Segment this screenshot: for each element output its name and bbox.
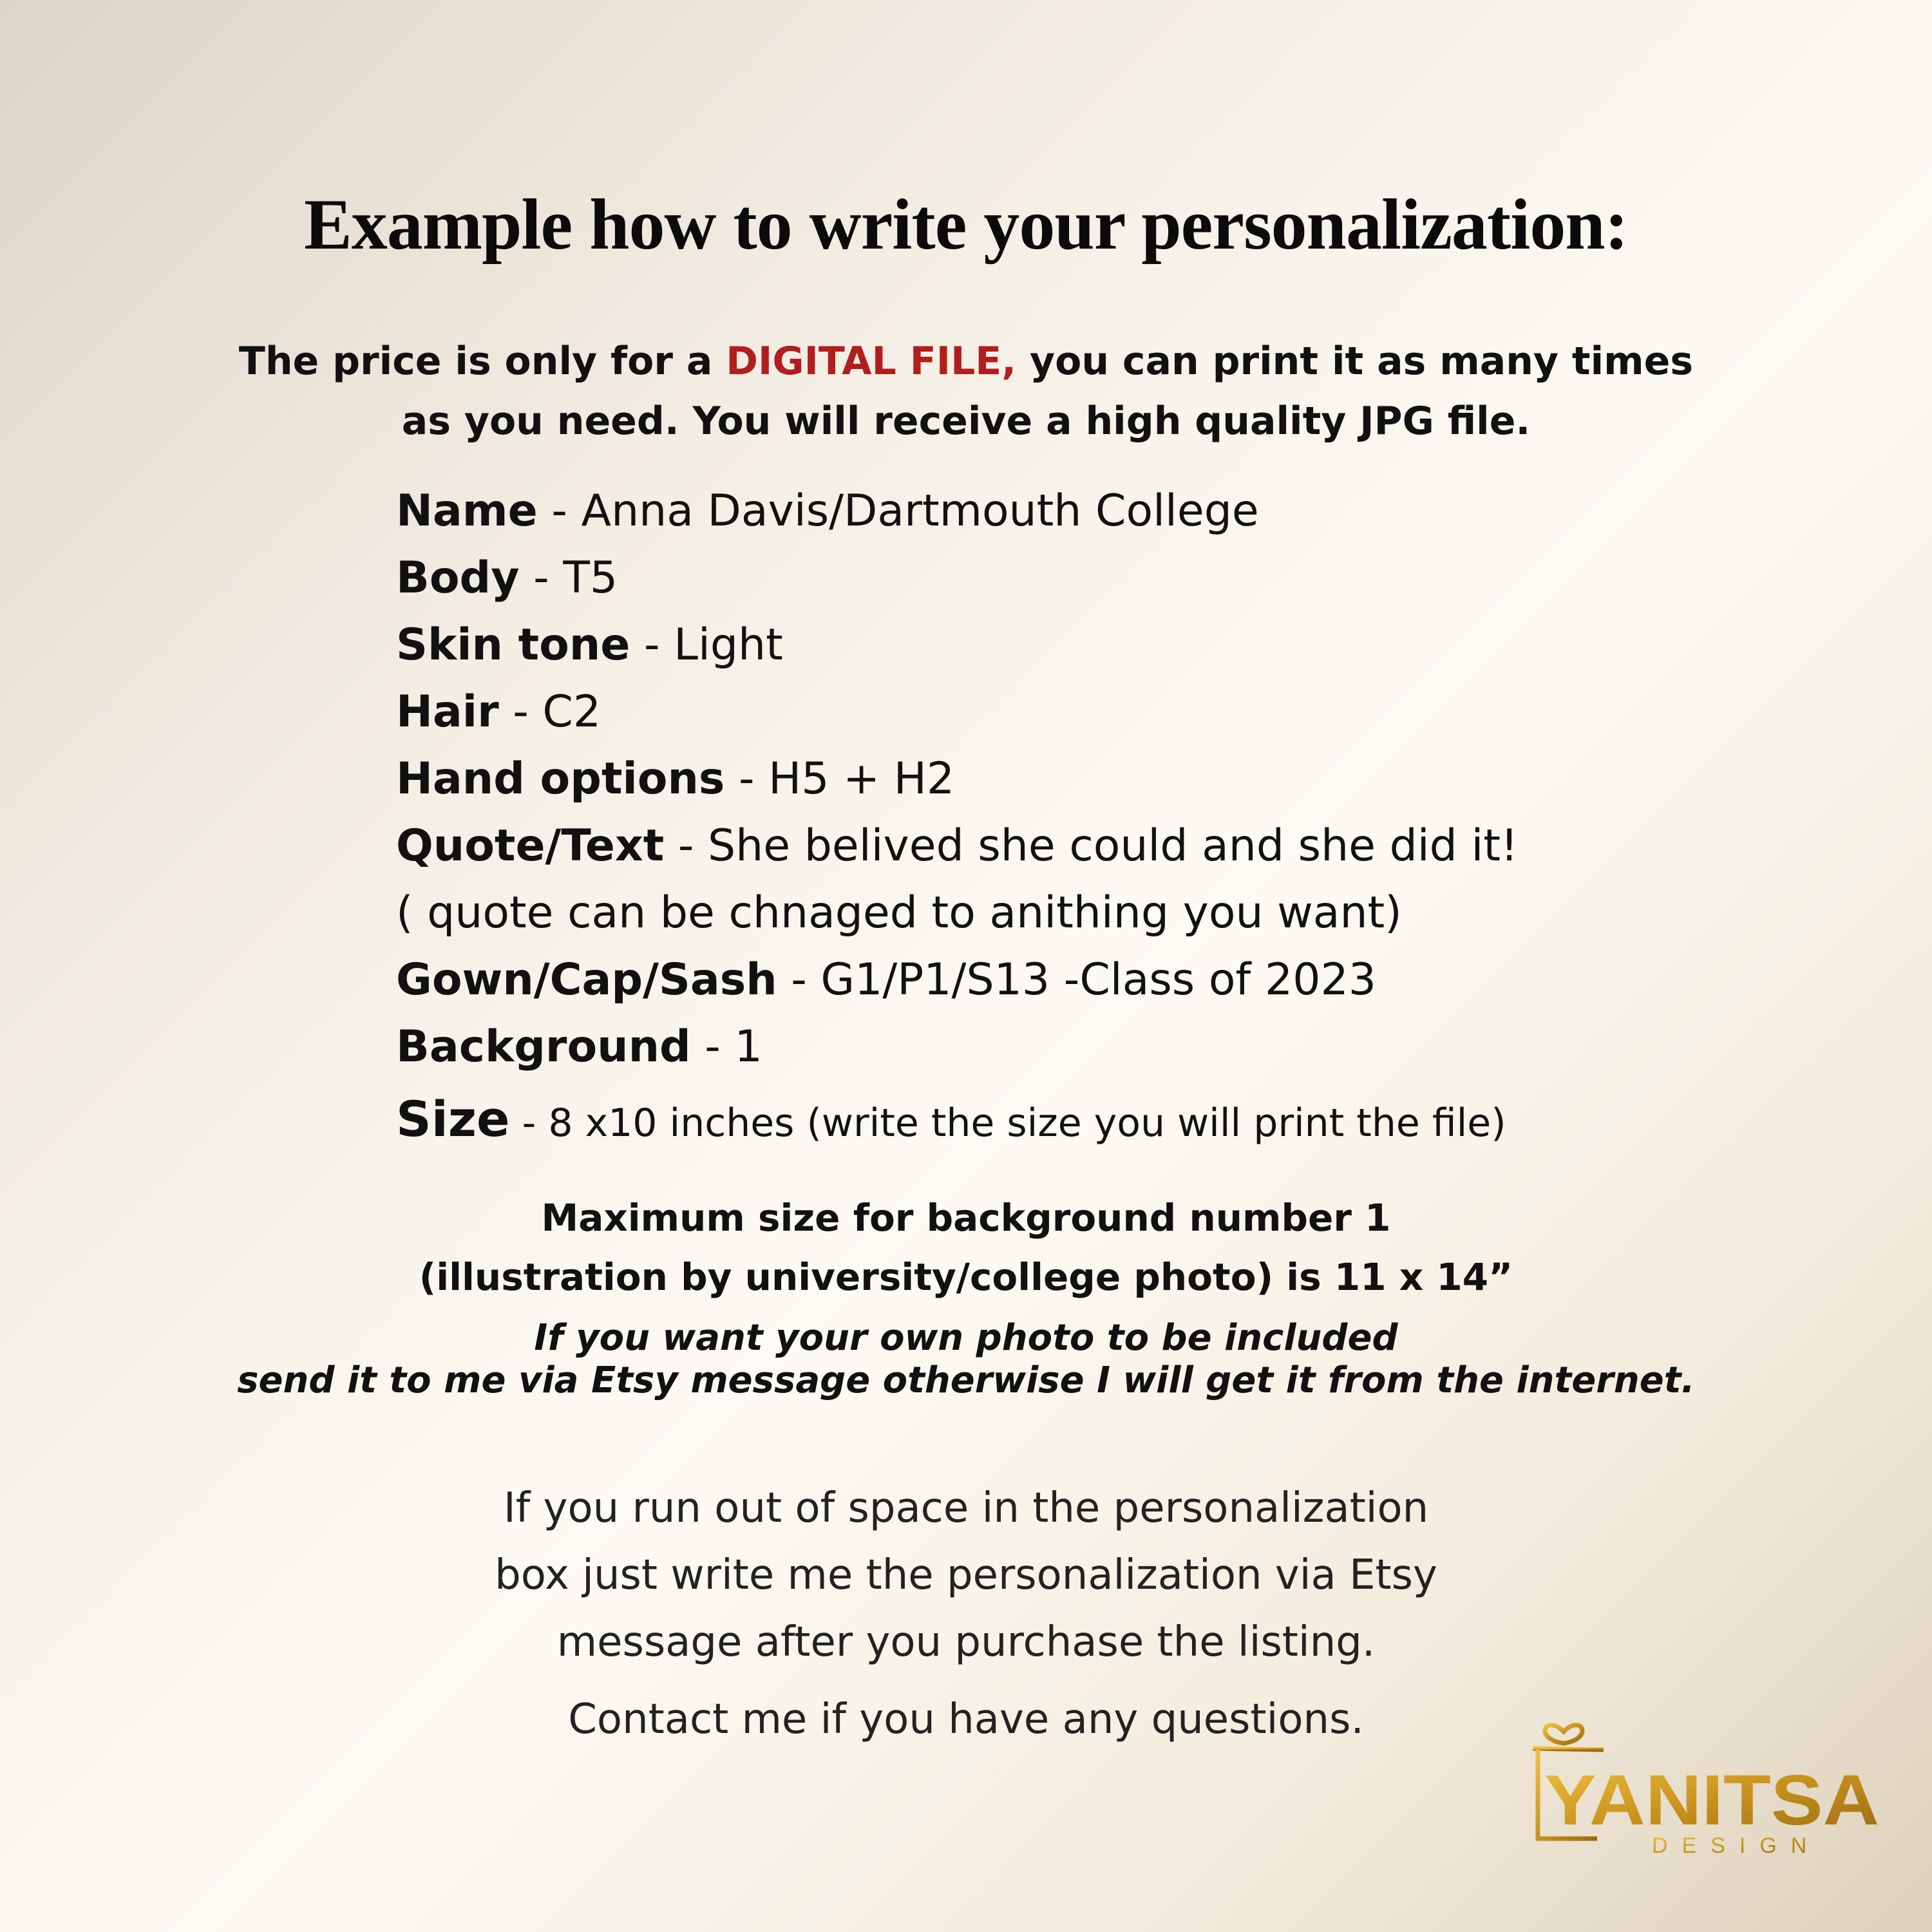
field-background — [396, 1014, 1813, 1081]
run-out-line-2: box just write me the personalization via Etsy — [495, 1551, 1437, 1599]
page-title: Example how to write your personalization: — [304, 185, 1628, 265]
own-photo-note-line-1: If you want your own photo to be included — [534, 1317, 1398, 1359]
price-note-line-1 — [0, 332, 1932, 392]
price-note-text: you can print it as many times — [1016, 339, 1694, 384]
own-photo-note — [0, 1317, 1932, 1402]
field-label: Background — [396, 1021, 691, 1072]
field-value: - G1/P1/S13 -Class of 2023 — [777, 954, 1377, 1005]
field-value: - Anna Davis/Dartmouth College — [537, 486, 1259, 536]
price-note-line-2: as you need. You will receive a high quality JPG file. — [401, 399, 1531, 444]
field-label: Hand options — [396, 753, 725, 804]
field-value: - T5 — [519, 553, 618, 603]
field-label: Size — [396, 1090, 510, 1148]
field-label: Skin tone — [396, 620, 630, 670]
field-label: Name — [396, 486, 538, 536]
yanitsa-design-logo — [1507, 1710, 1887, 1864]
price-note-text: The price is only for a — [238, 339, 726, 384]
field-quote-note — [396, 880, 1813, 947]
field-hair — [396, 679, 1813, 746]
field-label: Body — [396, 553, 520, 603]
field-skin-tone — [396, 612, 1813, 679]
field-label: Quote/Text — [396, 820, 665, 871]
field-quote-text — [396, 813, 1813, 880]
field-body — [396, 545, 1813, 612]
logo-subtitle: DESIGN — [1652, 1833, 1821, 1858]
run-out-of-space-note — [0, 1475, 1932, 1676]
field-gown-cap-sash — [396, 947, 1813, 1014]
run-out-line-1: If you run out of space in the personalization — [503, 1484, 1429, 1532]
max-size-note-line-1: Maximum size for background number 1 — [541, 1196, 1391, 1240]
max-size-note — [0, 1188, 1932, 1307]
field-hand-options — [396, 746, 1813, 813]
logo-wordmark: YANITSA — [1544, 1761, 1879, 1840]
contact-note: Contact me if you have any questions. — [568, 1696, 1364, 1743]
field-value: - C2 — [498, 687, 601, 737]
example-fields — [396, 478, 1813, 1157]
field-value: - 1 — [690, 1021, 762, 1072]
field-value: - 8 x10 inches (write the size you will print the file) — [509, 1101, 1506, 1146]
field-value: - H5 + H2 — [724, 753, 955, 804]
field-label: Hair — [396, 687, 499, 737]
price-note — [0, 332, 1932, 451]
field-name — [396, 478, 1813, 545]
own-photo-note-line-2: send it to me via Etsy message otherwise I will get it from the internet. — [237, 1359, 1695, 1401]
max-size-note-line-2: (illustration by university/college photo) is 11 x 14” — [419, 1255, 1513, 1299]
digital-file-highlight: DIGITAL FILE, — [726, 339, 1017, 384]
field-value: - She belived she could and she did it! — [664, 820, 1519, 871]
field-size — [396, 1086, 1813, 1157]
field-label: Gown/Cap/Sash — [396, 954, 777, 1005]
field-value: ( quote can be chnaged to anithing you want) — [396, 887, 1402, 938]
run-out-line-3: message after you purchase the listing. — [556, 1618, 1376, 1666]
field-value: - Light — [630, 620, 783, 670]
